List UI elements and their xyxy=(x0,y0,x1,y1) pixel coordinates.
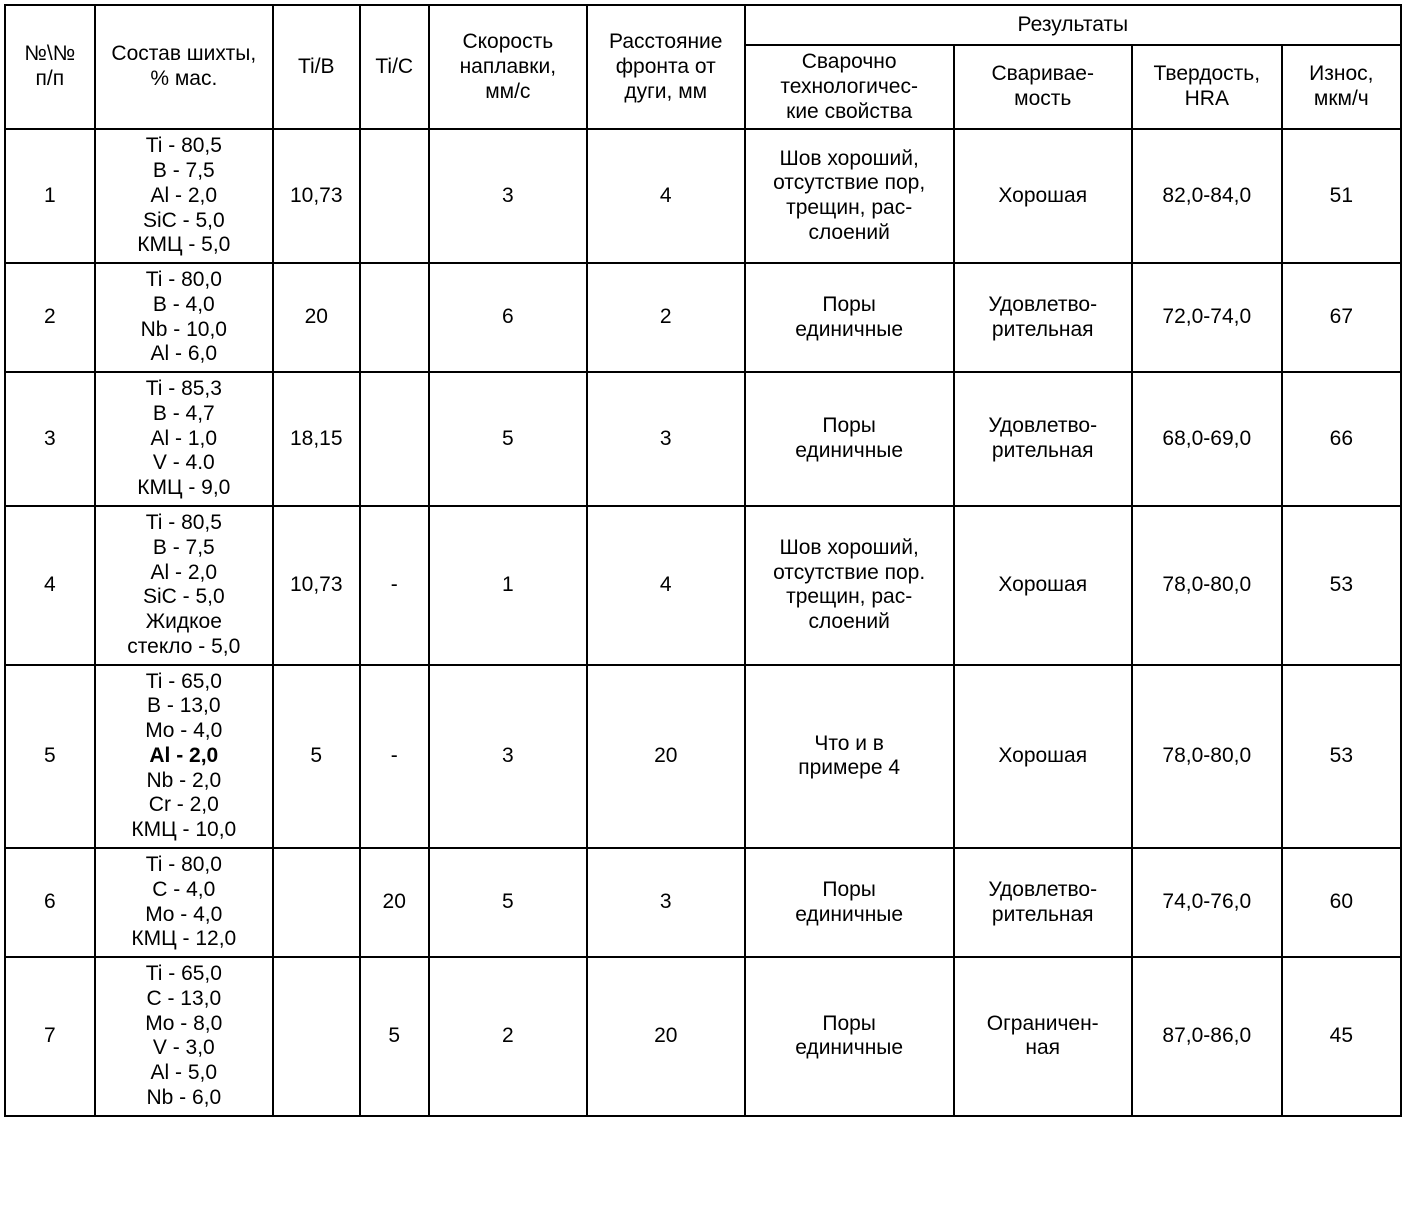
cell-index: 2 xyxy=(5,263,95,372)
cell-speed: 3 xyxy=(429,129,587,263)
cell-ti-c: 5 xyxy=(360,957,429,1116)
cell-weldability: Ограничен- ная xyxy=(954,957,1132,1116)
cell-weld-props: Что и в примере 4 xyxy=(745,665,954,848)
cell-weldability: Удовлетво- рительная xyxy=(954,372,1132,506)
results-table xyxy=(4,4,1402,1117)
cell-wear: 67 xyxy=(1282,263,1401,372)
cell-ti-c: - xyxy=(360,506,429,665)
cell-wear: 45 xyxy=(1282,957,1401,1116)
cell-weldability: Хорошая xyxy=(954,129,1132,263)
header-group-results: Результаты xyxy=(745,5,1401,45)
cell-weld-props: Поры единичные xyxy=(745,263,954,372)
header-col-weldability: Сваривае- мость xyxy=(954,45,1132,129)
cell-ti-c: - xyxy=(360,665,429,848)
header-row-top xyxy=(5,5,1401,45)
cell-index: 6 xyxy=(5,848,95,957)
cell-speed: 2 xyxy=(429,957,587,1116)
cell-distance: 20 xyxy=(587,665,745,848)
cell-ti-b: 10,73 xyxy=(273,506,360,665)
cell-speed: 1 xyxy=(429,506,587,665)
cell-ti-c: 20 xyxy=(360,848,429,957)
cell-ti-c xyxy=(360,372,429,506)
header-col-distance: Расстояние фронта от дуги, мм xyxy=(587,5,745,129)
cell-speed: 6 xyxy=(429,263,587,372)
cell-weldability: Хорошая xyxy=(954,506,1132,665)
cell-ti-b: 5 xyxy=(273,665,360,848)
cell-distance: 2 xyxy=(587,263,745,372)
cell-index: 3 xyxy=(5,372,95,506)
cell-hardness: 78,0-80,0 xyxy=(1132,665,1282,848)
cell-composition: Ti - 65,0 В - 13,0 Mo - 4,0 Al - 2,0 Nb - 2,0 Cr - 2,0 КМЦ - 10,0 xyxy=(95,665,273,848)
cell-ti-b xyxy=(273,848,360,957)
cell-ti-b: 20 xyxy=(273,263,360,372)
cell-ti-b: 10,73 xyxy=(273,129,360,263)
cell-index: 1 xyxy=(5,129,95,263)
cell-index: 4 xyxy=(5,506,95,665)
table-row xyxy=(5,129,1401,263)
cell-distance: 4 xyxy=(587,506,745,665)
cell-wear: 60 xyxy=(1282,848,1401,957)
cell-composition: Ti - 80,5 В - 7,5 Al - 2,0 SiC - 5,0 КМЦ - 5,0 xyxy=(95,129,273,263)
header-col-composition: Состав шихты, % мас. xyxy=(95,5,273,129)
cell-weld-props: Поры единичные xyxy=(745,848,954,957)
header-col-weld-props: Сварочно технологичес- кие свойства xyxy=(745,45,954,129)
table-row xyxy=(5,848,1401,957)
cell-wear: 53 xyxy=(1282,506,1401,665)
cell-hardness: 82,0-84,0 xyxy=(1132,129,1282,263)
header-col-ti-b: Ti/В xyxy=(273,5,360,129)
cell-hardness: 87,0-86,0 xyxy=(1132,957,1282,1116)
header-col-speed: Скорость наплавки, мм/с xyxy=(429,5,587,129)
cell-weldability: Удовлетво- рительная xyxy=(954,263,1132,372)
table-row xyxy=(5,263,1401,372)
cell-distance: 3 xyxy=(587,848,745,957)
cell-weldability: Хорошая xyxy=(954,665,1132,848)
table-row xyxy=(5,506,1401,665)
cell-index: 5 xyxy=(5,665,95,848)
cell-composition: Ti - 80,5 В - 7,5 Al - 2,0 SiC - 5,0 Жидкое стекло - 5,0 xyxy=(95,506,273,665)
cell-ti-c xyxy=(360,129,429,263)
cell-hardness: 74,0-76,0 xyxy=(1132,848,1282,957)
cell-ti-b xyxy=(273,957,360,1116)
cell-speed: 5 xyxy=(429,848,587,957)
cell-composition: Ti - 65,0 С - 13,0 Mo - 8,0 V - 3,0 Al - 5,0 Nb - 6,0 xyxy=(95,957,273,1116)
table-body xyxy=(5,129,1401,1115)
header-col-wear: Износ, мкм/ч xyxy=(1282,45,1401,129)
cell-distance: 20 xyxy=(587,957,745,1116)
document-page xyxy=(0,4,1406,1213)
cell-index: 7 xyxy=(5,957,95,1116)
cell-wear: 66 xyxy=(1282,372,1401,506)
cell-speed: 5 xyxy=(429,372,587,506)
cell-composition: Ti - 80,0 С - 4,0 Mo - 4,0 КМЦ - 12,0 xyxy=(95,848,273,957)
cell-hardness: 72,0-74,0 xyxy=(1132,263,1282,372)
header-col-hardness: Твердость, HRA xyxy=(1132,45,1282,129)
table-row xyxy=(5,665,1401,848)
cell-speed: 3 xyxy=(429,665,587,848)
cell-weld-props: Шов хороший, отсутствие пор. трещин, рас- слоений xyxy=(745,506,954,665)
cell-ti-b: 18,15 xyxy=(273,372,360,506)
table-row xyxy=(5,957,1401,1116)
header-col-index: №\№ п/п xyxy=(5,5,95,129)
cell-weld-props: Поры единичные xyxy=(745,957,954,1116)
cell-wear: 51 xyxy=(1282,129,1401,263)
cell-distance: 4 xyxy=(587,129,745,263)
cell-hardness: 78,0-80,0 xyxy=(1132,506,1282,665)
cell-hardness: 68,0-69,0 xyxy=(1132,372,1282,506)
table-row xyxy=(5,372,1401,506)
cell-composition: Ti - 80,0 В - 4,0 Nb - 10,0 Al - 6,0 xyxy=(95,263,273,372)
header-col-ti-c: Ti/C xyxy=(360,5,429,129)
cell-weld-props: Шов хороший, отсутствие пор, трещин, рас- слоений xyxy=(745,129,954,263)
cell-distance: 3 xyxy=(587,372,745,506)
cell-weldability: Удовлетво- рительная xyxy=(954,848,1132,957)
cell-weld-props: Поры единичные xyxy=(745,372,954,506)
cell-composition: Ti - 85,3 В - 4,7 Al - 1,0 V - 4.0 КМЦ - 9,0 xyxy=(95,372,273,506)
cell-ti-c xyxy=(360,263,429,372)
cell-wear: 53 xyxy=(1282,665,1401,848)
table-header xyxy=(5,5,1401,129)
